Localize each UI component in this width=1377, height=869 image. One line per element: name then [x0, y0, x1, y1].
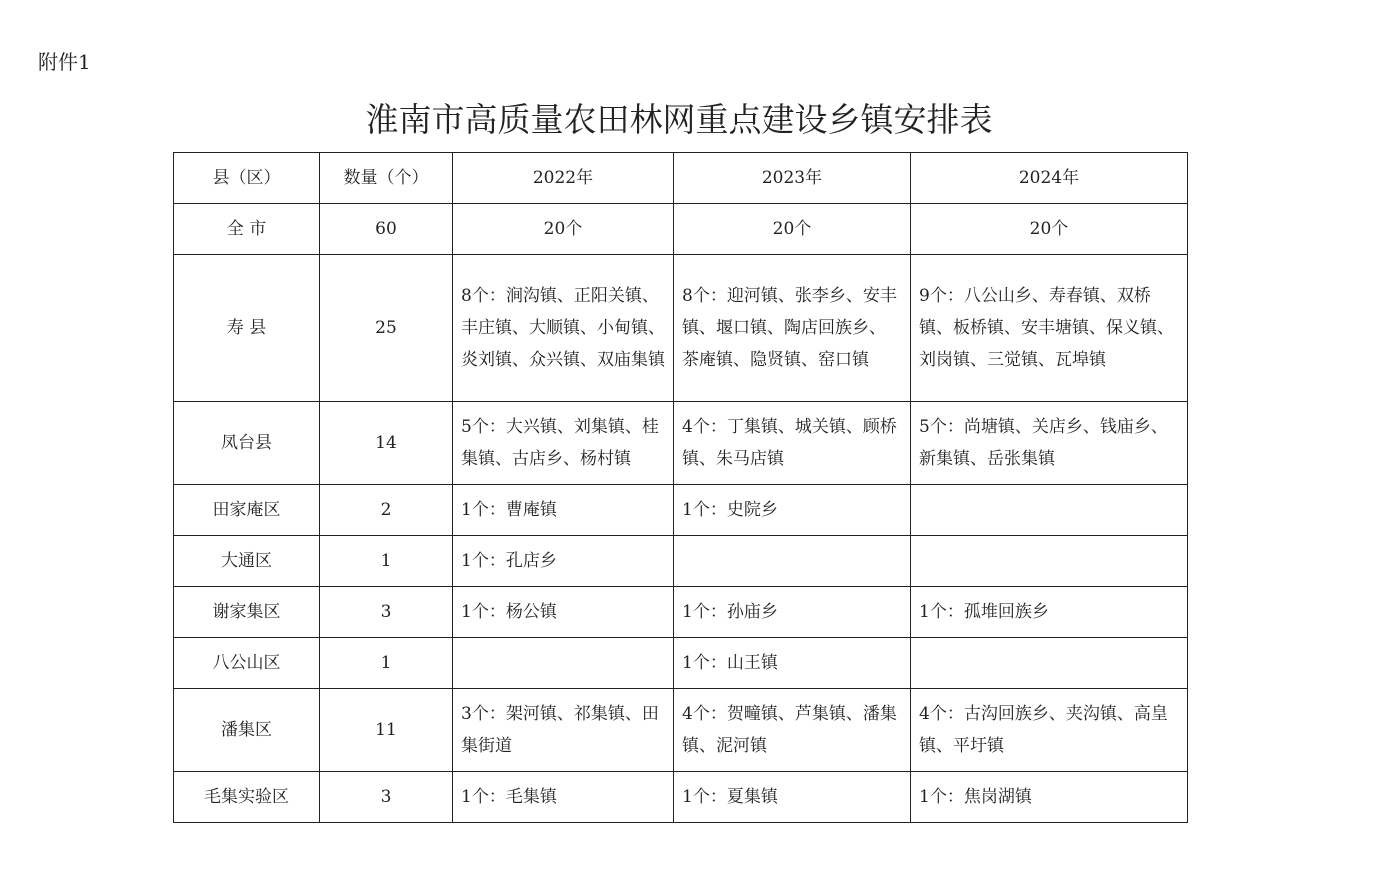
county-cell: 谢家集区: [174, 587, 320, 638]
year-2022-cell: 20个: [453, 204, 674, 255]
year-2024-cell: 5个：尚塘镇、关店乡、钱庙乡、新集镇、岳张集镇: [911, 402, 1188, 485]
document-title: 淮南市高质量农田林网重点建设乡镇安排表: [365, 100, 993, 139]
year-2023-cell: [674, 536, 911, 587]
count-cell: 3: [320, 772, 453, 823]
attachment-label: 附件1: [38, 50, 91, 74]
year-2024-cell: 4个：古沟回族乡、夹沟镇、高皇镇、平圩镇: [911, 689, 1188, 772]
table-header-row: [174, 153, 1188, 204]
table-row: [174, 536, 1188, 587]
table-row: [174, 638, 1188, 689]
year-2024-cell: 1个：焦岗湖镇: [911, 772, 1188, 823]
count-cell: 11: [320, 689, 453, 772]
header-county: 县（区）: [174, 153, 320, 204]
count-cell: 1: [320, 536, 453, 587]
year-2024-cell: 1个：孤堆回族乡: [911, 587, 1188, 638]
year-2023-cell: 4个：丁集镇、城关镇、顾桥镇、朱马店镇: [674, 402, 911, 485]
year-2022-cell: 1个：杨公镇: [453, 587, 674, 638]
count-cell: 60: [320, 204, 453, 255]
year-2023-cell: 1个：孙庙乡: [674, 587, 911, 638]
county-cell: 毛集实验区: [174, 772, 320, 823]
year-2022-cell: 1个：毛集镇: [453, 772, 674, 823]
header-2022: 2022年: [453, 153, 674, 204]
table-row: [174, 402, 1188, 485]
header-count: 数量（个）: [320, 153, 453, 204]
county-cell: 凤台县: [174, 402, 320, 485]
year-2023-cell: 1个：山王镇: [674, 638, 911, 689]
count-cell: 2: [320, 485, 453, 536]
county-cell: 全 市: [174, 204, 320, 255]
header-2023: 2023年: [674, 153, 911, 204]
count-cell: 25: [320, 255, 453, 402]
table-row: [174, 587, 1188, 638]
year-2022-cell: 1个：孔店乡: [453, 536, 674, 587]
count-cell: 3: [320, 587, 453, 638]
year-2023-cell: 8个：迎河镇、张李乡、安丰镇、堰口镇、陶店回族乡、茶庵镇、隐贤镇、窑口镇: [674, 255, 911, 402]
count-cell: 1: [320, 638, 453, 689]
table-row: [174, 485, 1188, 536]
year-2023-cell: 1个：夏集镇: [674, 772, 911, 823]
count-cell: 14: [320, 402, 453, 485]
year-2022-cell: [453, 638, 674, 689]
year-2024-cell: 9个：八公山乡、寿春镇、双桥镇、板桥镇、安丰塘镇、保义镇、刘岗镇、三觉镇、瓦埠镇: [911, 255, 1188, 402]
county-cell: 大通区: [174, 536, 320, 587]
header-2024: 2024年: [911, 153, 1188, 204]
county-cell: 寿 县: [174, 255, 320, 402]
table-row: [174, 204, 1188, 255]
county-cell: 潘集区: [174, 689, 320, 772]
year-2022-cell: 5个：大兴镇、刘集镇、桂集镇、古店乡、杨村镇: [453, 402, 674, 485]
county-cell: 八公山区: [174, 638, 320, 689]
table-row: [174, 772, 1188, 823]
year-2023-cell: 20个: [674, 204, 911, 255]
year-2024-cell: [911, 485, 1188, 536]
table-row: [174, 689, 1188, 772]
year-2022-cell: 8个：涧沟镇、正阳关镇、丰庄镇、大顺镇、小甸镇、炎刘镇、众兴镇、双庙集镇: [453, 255, 674, 402]
year-2024-cell: 20个: [911, 204, 1188, 255]
year-2022-cell: 1个：曹庵镇: [453, 485, 674, 536]
year-2022-cell: 3个：架河镇、祁集镇、田集街道: [453, 689, 674, 772]
year-2023-cell: 1个：史院乡: [674, 485, 911, 536]
table-row: [174, 255, 1188, 402]
year-2024-cell: [911, 536, 1188, 587]
schedule-table: [173, 152, 1188, 823]
year-2024-cell: [911, 638, 1188, 689]
county-cell: 田家庵区: [174, 485, 320, 536]
year-2023-cell: 4个：贺疃镇、芦集镇、潘集镇、泥河镇: [674, 689, 911, 772]
